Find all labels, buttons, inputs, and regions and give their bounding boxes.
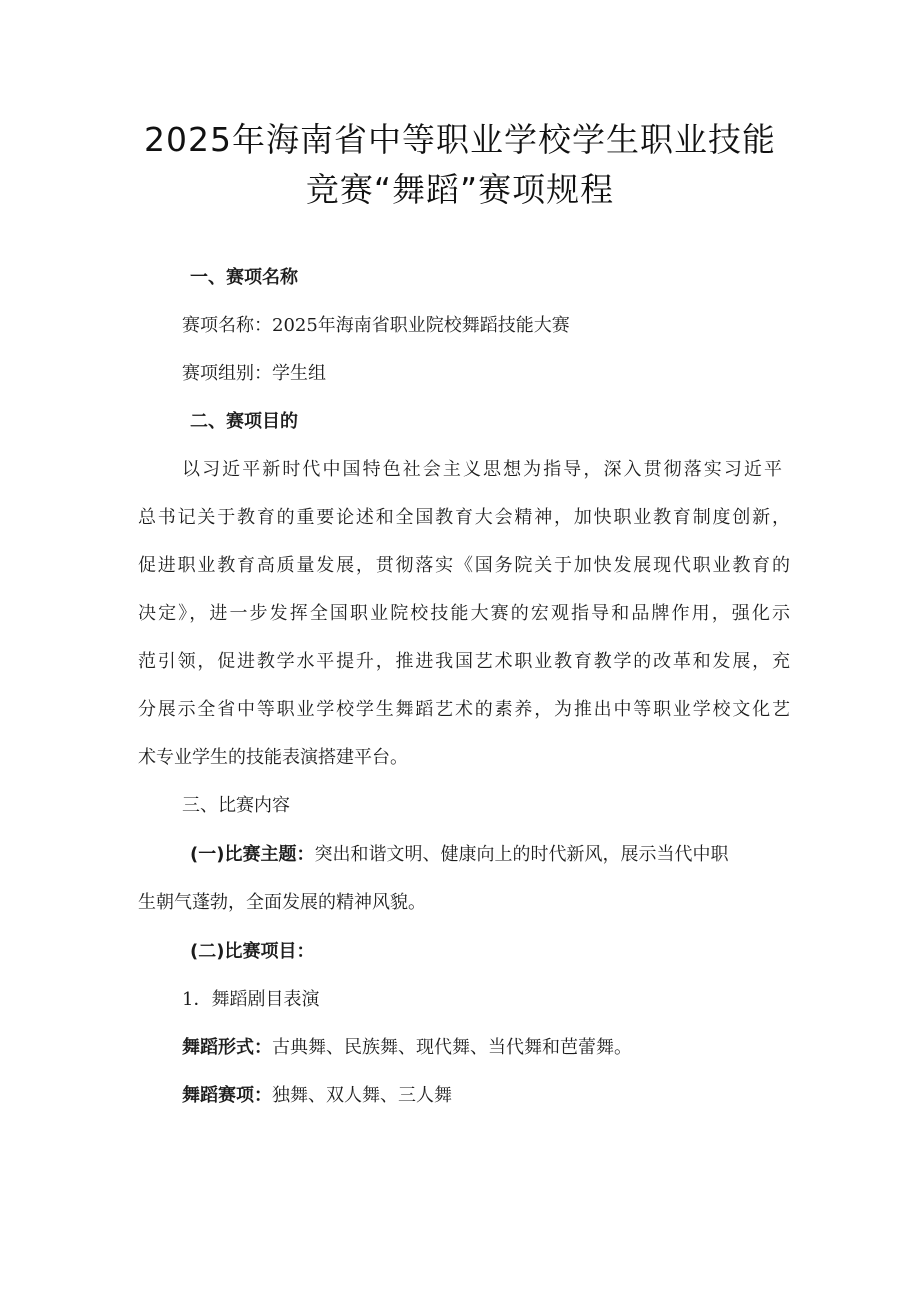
dance-events-line bbox=[182, 1084, 452, 1108]
dance-events-label: 舞蹈赛项： bbox=[182, 1085, 272, 1106]
purpose-paragraph-line: 促进职业教育高质量发展，贯彻落实《国务院关于加快发展现代职业教育的 bbox=[138, 555, 790, 576]
purpose-paragraph-line: 决定》，进一步发挥全国职业院校技能大赛的宏观指导和品牌作用，强化示 bbox=[138, 603, 790, 624]
competition-items-label: (二)比赛项目： bbox=[190, 941, 315, 962]
document-title-line-1: 2025年海南省中等职业学校学生职业技能 bbox=[144, 120, 776, 159]
event-name-line: 赛项名称：2025年海南省职业院校舞蹈技能大赛 bbox=[182, 315, 570, 336]
purpose-paragraph-line: 分展示全省中等职业学校学生舞蹈艺术的素养，为推出中等职业学校文化艺 bbox=[138, 699, 790, 720]
item-1-dance-repertoire: 1．舞蹈剧目表演 bbox=[182, 989, 320, 1010]
theme-text: 突出和谐文明、健康向上的时代新风，展示当代中职 bbox=[314, 844, 729, 865]
section-3-heading: 三、比赛内容 bbox=[182, 795, 290, 816]
theme-text-continued: 生朝气蓬勃，全面发展的精神风貌。 bbox=[138, 892, 426, 913]
section-1-heading: 一、赛项名称 bbox=[190, 267, 298, 288]
purpose-paragraph-line: 术专业学生的技能表演搭建平台。 bbox=[138, 747, 408, 768]
purpose-paragraph-line: 以习近平新时代中国特色社会主义思想为指导，深入贯彻落实习近平 bbox=[182, 459, 782, 480]
dance-forms-label: 舞蹈形式： bbox=[182, 1037, 272, 1058]
theme-label: (一)比赛主题： bbox=[190, 844, 315, 865]
purpose-paragraph-line: 范引领，促进教学水平提升，推进我国艺术职业教育教学的改革和发展，充 bbox=[138, 651, 790, 672]
event-group-line: 赛项组别：学生组 bbox=[182, 363, 326, 384]
section-2-heading: 二、赛项目的 bbox=[190, 411, 298, 432]
theme-line bbox=[190, 843, 728, 867]
dance-forms-text: 古典舞、民族舞、现代舞、当代舞和芭蕾舞。 bbox=[272, 1037, 632, 1058]
dance-events-text: 独舞、双人舞、三人舞 bbox=[272, 1085, 452, 1106]
dance-forms-line bbox=[182, 1036, 632, 1060]
document-title-line-2: 竞赛“舞蹈”赛项规程 bbox=[305, 170, 615, 209]
purpose-paragraph-line: 总书记关于教育的重要论述和全国教育大会精神，加快职业教育制度创新， bbox=[138, 507, 790, 528]
